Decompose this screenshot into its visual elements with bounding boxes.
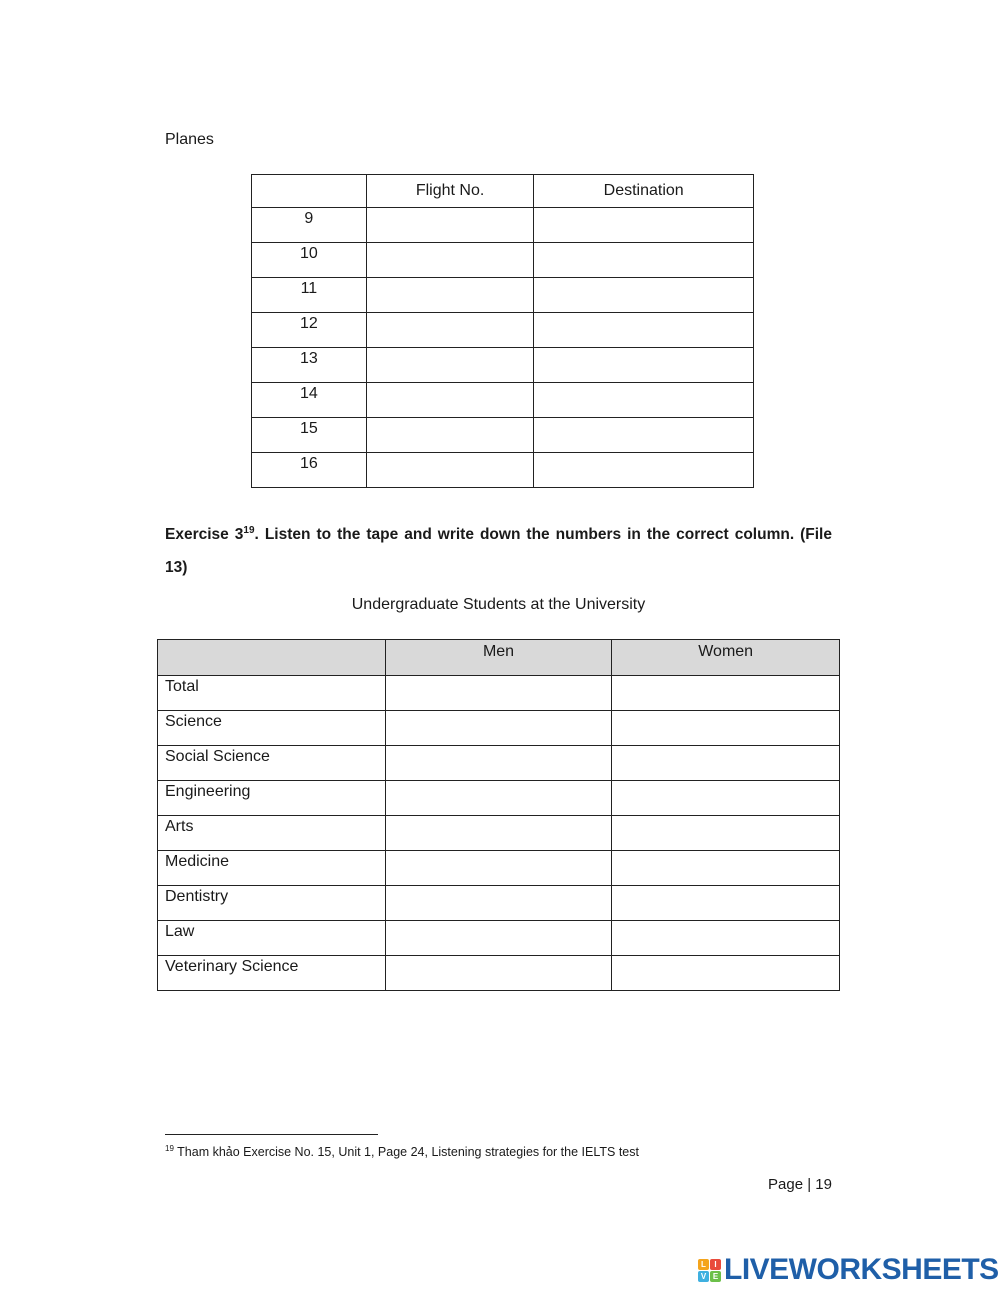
students-row-label: Arts (158, 816, 386, 851)
students-answer-cell[interactable] (612, 711, 840, 746)
students-row (158, 921, 840, 956)
planes-row (252, 348, 754, 383)
students-answer-cell[interactable] (385, 711, 612, 746)
planes-row-label: 14 (252, 383, 367, 418)
planes-answer-cell[interactable] (534, 348, 754, 383)
logo-block: V (698, 1271, 709, 1282)
planes-answer-cell[interactable] (534, 278, 754, 313)
students-row (158, 886, 840, 921)
planes-row (252, 383, 754, 418)
students-row (158, 746, 840, 781)
planes-answer-cell[interactable] (366, 278, 534, 313)
students-answer-cell[interactable] (385, 746, 612, 781)
students-answer-cell[interactable] (385, 956, 612, 991)
students-header-cell: Men (385, 640, 612, 676)
students-row-label: Law (158, 921, 386, 956)
students-answer-cell[interactable] (385, 676, 612, 711)
students-answer-cell[interactable] (612, 816, 840, 851)
students-row-label: Science (158, 711, 386, 746)
students-row (158, 851, 840, 886)
planes-answer-cell[interactable] (534, 208, 754, 243)
students-answer-cell[interactable] (612, 886, 840, 921)
students-row (158, 781, 840, 816)
planes-row (252, 208, 754, 243)
planes-answer-cell[interactable] (534, 453, 754, 488)
logo-blocks-icon (698, 1259, 721, 1282)
planes-answer-cell[interactable] (366, 383, 534, 418)
students-header-cell (158, 640, 386, 676)
footnote (165, 1144, 639, 1159)
students-row (158, 711, 840, 746)
students-row (158, 676, 840, 711)
brand-name: LIVEWORKSHEETS (724, 1253, 999, 1286)
students-answer-cell[interactable] (385, 851, 612, 886)
planes-row-label: 16 (252, 453, 367, 488)
planes-answer-cell[interactable] (366, 313, 534, 348)
students-answer-cell[interactable] (385, 921, 612, 956)
exercise-instruction (165, 518, 832, 584)
students-answer-cell[interactable] (385, 816, 612, 851)
students-row (158, 816, 840, 851)
footnote-number: 19 (165, 1144, 174, 1153)
planes-row (252, 453, 754, 488)
planes-row-label: 15 (252, 418, 367, 453)
students-answer-cell[interactable] (385, 781, 612, 816)
exercise-title: Exercise 3 (165, 526, 244, 543)
students-row-label: Total (158, 676, 386, 711)
planes-row (252, 313, 754, 348)
liveworksheets-logo (698, 1253, 999, 1287)
students-row-label: Veterinary Science (158, 956, 386, 991)
students-answer-cell[interactable] (612, 676, 840, 711)
planes-row (252, 243, 754, 278)
table-caption: Undergraduate Students at the University (351, 596, 646, 613)
planes-header-cell (252, 175, 367, 208)
planes-answer-cell[interactable] (534, 383, 754, 418)
students-answer-cell[interactable] (612, 851, 840, 886)
students-row-label: Engineering (158, 781, 386, 816)
page-number: Page | 19 (768, 1176, 832, 1193)
planes-answer-cell[interactable] (366, 208, 534, 243)
students-row-label: Medicine (158, 851, 386, 886)
planes-header-cell: Destination (534, 175, 754, 208)
logo-block: I (710, 1259, 721, 1270)
planes-row (252, 278, 754, 313)
planes-row-label: 10 (252, 243, 367, 278)
students-answer-cell[interactable] (612, 956, 840, 991)
students-table (157, 639, 840, 991)
planes-row-label: 9 (252, 208, 367, 243)
planes-answer-cell[interactable] (366, 348, 534, 383)
students-header-cell: Women (612, 640, 840, 676)
planes-answer-cell[interactable] (366, 453, 534, 488)
planes-table (251, 174, 754, 488)
students-answer-cell[interactable] (612, 746, 840, 781)
section-label: Planes (165, 131, 214, 148)
planes-row-label: 13 (252, 348, 367, 383)
students-row-label: Dentistry (158, 886, 386, 921)
planes-answer-cell[interactable] (534, 313, 754, 348)
planes-answer-cell[interactable] (534, 418, 754, 453)
footnote-ref: 19 (243, 524, 255, 536)
planes-row-label: 12 (252, 313, 367, 348)
students-row (158, 956, 840, 991)
logo-block: L (698, 1259, 709, 1270)
planes-row (252, 418, 754, 453)
planes-answer-cell[interactable] (366, 243, 534, 278)
students-answer-cell[interactable] (612, 921, 840, 956)
planes-row-label: 11 (252, 278, 367, 313)
planes-answer-cell[interactable] (366, 418, 534, 453)
footnote-divider (165, 1134, 378, 1135)
students-answer-cell[interactable] (612, 781, 840, 816)
students-row-label: Social Science (158, 746, 386, 781)
planes-header-row (252, 175, 754, 208)
exercise-text: . Listen to the tape and write down the numbers in the correct column. (File 13) (165, 526, 832, 576)
footnote-text: Tham khảo Exercise No. 15, Unit 1, Page 24, Listening strategies for the IELTS test (173, 1145, 639, 1160)
planes-answer-cell[interactable] (534, 243, 754, 278)
students-answer-cell[interactable] (385, 886, 612, 921)
students-header-row (158, 640, 840, 676)
logo-block: E (710, 1271, 721, 1282)
planes-header-cell: Flight No. (366, 175, 534, 208)
